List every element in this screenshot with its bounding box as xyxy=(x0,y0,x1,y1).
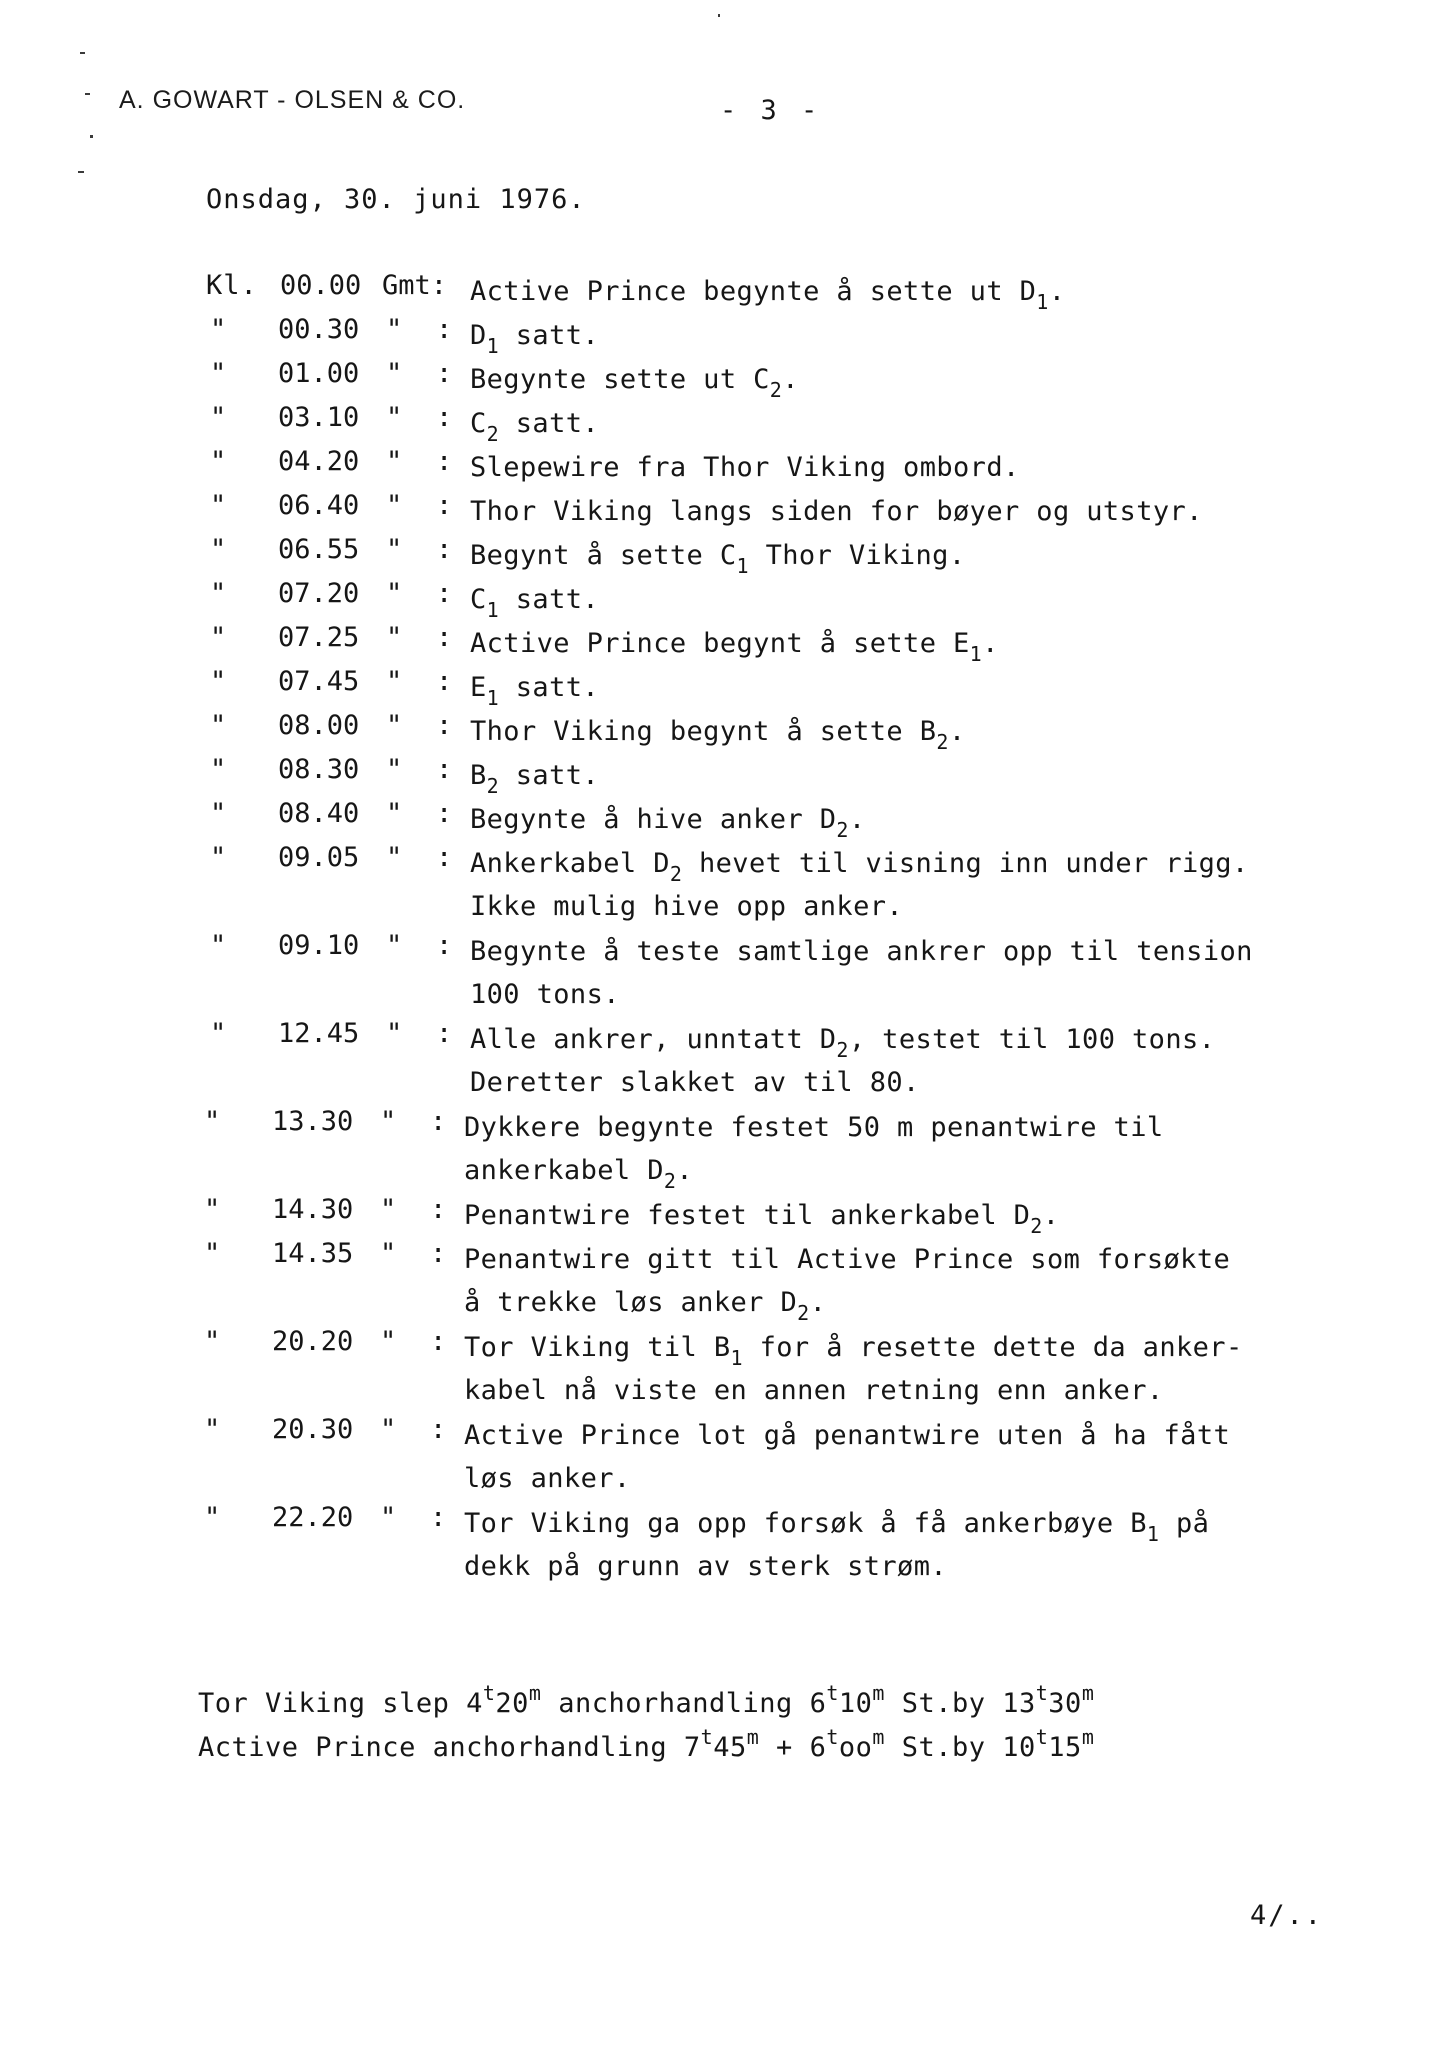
ditto-mark: " xyxy=(204,1238,221,1269)
ditto-mark: " xyxy=(204,1194,221,1225)
ditto-mark: " xyxy=(386,930,403,961)
ditto-mark: " xyxy=(204,1106,221,1137)
colon: : xyxy=(436,930,453,961)
description-line xyxy=(464,1194,1059,1237)
log-time: 09.05 xyxy=(278,842,360,873)
description-line xyxy=(464,1106,1164,1149)
colon: : xyxy=(430,1238,447,1269)
text-run: Active Prince begynte å sette ut D xyxy=(470,276,1037,307)
log-time: 22.20 xyxy=(272,1502,354,1533)
description-line xyxy=(464,1369,1243,1412)
text-run: . xyxy=(848,804,866,835)
ditto-mark: " xyxy=(380,1238,397,1269)
text-run: E xyxy=(470,672,487,703)
text-run: Thor Viking begynt å sette B xyxy=(470,716,937,747)
log-time: 03.10 xyxy=(278,402,360,433)
description-line xyxy=(470,798,866,841)
description-line xyxy=(470,622,999,665)
log-description xyxy=(470,666,599,709)
log-time: 04.20 xyxy=(278,446,360,477)
subscript: 1 xyxy=(486,334,500,358)
log-time: 07.20 xyxy=(278,578,360,609)
text-run: Tor Viking til B xyxy=(464,1332,731,1363)
colon: : xyxy=(436,358,453,389)
ditto-mark: " xyxy=(210,710,227,741)
description-line xyxy=(470,314,599,357)
text-run: på xyxy=(1159,1508,1210,1539)
ditto-mark: " xyxy=(386,754,403,785)
log-time: 00.00 xyxy=(280,270,362,301)
log-time: 01.00 xyxy=(278,358,360,389)
description-line xyxy=(470,930,1253,973)
description-line xyxy=(464,1502,1209,1545)
log-time: 09.10 xyxy=(278,930,360,961)
subscript: 1 xyxy=(736,554,749,578)
ditto-mark: " xyxy=(210,402,227,433)
text-run: å trekke løs anker D xyxy=(464,1287,798,1318)
log-time: 07.25 xyxy=(278,622,360,653)
text-run: satt. xyxy=(499,320,600,351)
company-letterhead: A. GOWART - OLSEN & CO. xyxy=(119,86,466,114)
time-summary xyxy=(198,1682,1094,1770)
text-run: Slepewire fra Thor Viking ombord. xyxy=(470,452,1020,483)
log-time: 08.40 xyxy=(278,798,360,829)
log-time: 20.30 xyxy=(272,1414,354,1445)
text-run: , testet til 100 tons. xyxy=(848,1024,1216,1055)
subscript: 1 xyxy=(486,598,500,622)
subscript: 1 xyxy=(486,686,500,710)
subscript: 2 xyxy=(663,1169,677,1193)
log-description xyxy=(464,1194,1059,1237)
summary-tor-viking: Tor Viking slep 4$^t$20$^m$ anchorhandling 6$^t$10$^m$ St.by 13$^t$30$^m$ xyxy=(198,1681,1095,1719)
text-run: kabel nå viste en annen retning enn anker. xyxy=(464,1375,1164,1406)
ditto-mark: " xyxy=(210,930,227,961)
log-description xyxy=(470,622,999,665)
ditto-mark: " xyxy=(210,622,227,653)
text-run: Dykkere begynte festet 50 m penantwire til xyxy=(464,1112,1164,1143)
ditto-mark: " xyxy=(386,710,403,741)
log-description xyxy=(470,534,965,577)
colon: : xyxy=(436,842,453,873)
colon: : xyxy=(436,798,453,829)
log-description xyxy=(470,578,599,621)
log-time: 00.30 xyxy=(278,314,360,345)
subscript: 1 xyxy=(1146,1522,1160,1546)
log-time: 07.45 xyxy=(278,666,360,697)
description-line xyxy=(470,842,1249,885)
log-description xyxy=(470,1018,1215,1104)
subscript: 2 xyxy=(836,818,849,842)
subscript: 1 xyxy=(730,1346,743,1370)
text-run: Tor Viking ga opp forsøk å få ankerbøye B xyxy=(464,1508,1147,1539)
date-line: Onsdag, 30. juni 1976. xyxy=(206,184,586,215)
ditto-mark: " xyxy=(386,402,403,433)
text-run: hevet til visning inn under rigg. xyxy=(682,848,1249,879)
log-description xyxy=(464,1326,1243,1412)
text-run: ankerkabel D xyxy=(464,1155,664,1186)
ditto-mark: " xyxy=(380,1194,397,1225)
description-line xyxy=(464,1281,1230,1324)
text-run: Ikke mulig hive opp anker. xyxy=(470,891,904,922)
log-description xyxy=(464,1502,1209,1588)
description-line xyxy=(470,666,599,709)
description-line xyxy=(470,754,599,797)
ditto-mark: " xyxy=(386,622,403,653)
colon: : xyxy=(436,534,453,565)
log-description xyxy=(470,710,965,753)
ditto-mark: " xyxy=(380,1326,397,1357)
text-run: for å resette dette da anker- xyxy=(742,1332,1243,1363)
ditto-mark: " xyxy=(210,534,227,565)
log-description xyxy=(470,402,599,445)
log-time: 12.45 xyxy=(278,1018,360,1049)
colon: : xyxy=(436,446,453,477)
ditto-mark: " xyxy=(386,446,403,477)
text-run: Begynte sette ut C xyxy=(470,364,770,395)
colon: : xyxy=(436,578,453,609)
colon: : xyxy=(436,666,453,697)
log-prefix: Kl. xyxy=(206,270,258,301)
description-line xyxy=(470,446,1020,489)
ditto-mark: " xyxy=(386,1018,403,1049)
log-time: 20.20 xyxy=(272,1326,354,1357)
ditto-mark: " xyxy=(204,1326,221,1357)
log-time: 08.00 xyxy=(278,710,360,741)
text-run: Begynt å sette C xyxy=(470,540,737,571)
text-run: Alle ankrer, unntatt D xyxy=(470,1024,837,1055)
description-line xyxy=(464,1149,1164,1192)
ditto-mark: " xyxy=(380,1414,397,1445)
subscript: 1 xyxy=(969,642,983,666)
text-run: . xyxy=(982,628,999,659)
ditto-mark: " xyxy=(210,798,227,829)
text-run: . xyxy=(782,364,799,395)
text-run: Thor Viking langs siden for bøyer og utstyr. xyxy=(470,496,1203,527)
ditto-mark: " xyxy=(386,666,403,697)
text-run: D xyxy=(470,320,487,351)
text-run: 100 tons. xyxy=(470,979,620,1010)
text-run: satt. xyxy=(499,584,600,615)
text-run: . xyxy=(809,1287,827,1318)
text-run: Ankerkabel D xyxy=(470,848,670,879)
description-line xyxy=(464,1238,1230,1281)
colon: : xyxy=(436,490,453,521)
subscript: 2 xyxy=(769,378,783,402)
colon: : xyxy=(430,1194,447,1225)
text-run: Deretter slakket av til 80. xyxy=(470,1067,920,1098)
text-run: satt. xyxy=(499,760,600,791)
text-run: Begynte å teste samtlige ankrer opp til tension xyxy=(470,936,1253,967)
text-run: Penantwire festet til ankerkabel D xyxy=(464,1200,1031,1231)
ditto-mark: " xyxy=(210,446,227,477)
ditto-mark: " xyxy=(210,358,227,389)
colon: : xyxy=(436,314,453,345)
description-line xyxy=(470,710,965,753)
page-number: - 3 - xyxy=(720,95,822,126)
log-time: 14.35 xyxy=(272,1238,354,1269)
subscript: 2 xyxy=(669,862,683,886)
summary-active-prince: Active Prince anchorhandling $7^t45^m + 6^too^m$ St.by 10$^t$15$^m$ xyxy=(198,1725,1095,1763)
log-description xyxy=(470,842,1249,928)
text-run: Begynte å hive anker D xyxy=(470,804,837,835)
text-run: . xyxy=(1042,1200,1060,1231)
description-line xyxy=(470,885,1249,928)
log-description xyxy=(464,1414,1230,1500)
log-description xyxy=(470,446,1020,489)
ditto-mark: " xyxy=(386,578,403,609)
ditto-mark: " xyxy=(380,1106,397,1137)
text-run: løs anker. xyxy=(464,1463,631,1494)
subscript: 1 xyxy=(1036,290,1049,314)
text-run: . xyxy=(676,1155,693,1186)
text-run: dekk på grunn av sterk strøm. xyxy=(464,1551,948,1582)
log-time: 06.55 xyxy=(278,534,360,565)
text-run: Active Prince lot gå penantwire uten å ha fått xyxy=(464,1420,1231,1451)
text-run: Thor Viking. xyxy=(748,540,966,571)
log-description xyxy=(470,754,599,797)
subscript: 2 xyxy=(486,774,500,798)
subscript: 2 xyxy=(1030,1214,1043,1238)
description-line xyxy=(470,578,599,621)
colon: : xyxy=(430,1414,447,1445)
text-run: Active Prince begynt å sette E xyxy=(470,628,970,659)
description-line xyxy=(464,1457,1230,1500)
colon: : xyxy=(430,1502,447,1533)
description-line xyxy=(470,534,965,577)
colon: : xyxy=(436,1018,453,1049)
text-run: B xyxy=(470,760,487,791)
subscript: 2 xyxy=(797,1301,810,1325)
description-line xyxy=(470,270,1065,313)
ditto-mark: " xyxy=(386,358,403,389)
text-run: Penantwire gitt til Active Prince som forsøkte xyxy=(464,1244,1231,1275)
log-description xyxy=(470,490,1203,533)
text-run: satt. xyxy=(499,672,600,703)
ditto-mark: " xyxy=(386,842,403,873)
subscript: 2 xyxy=(936,730,949,754)
colon: : xyxy=(430,1326,447,1357)
subscript: 2 xyxy=(486,422,500,446)
subscript: 2 xyxy=(836,1038,849,1062)
log-description xyxy=(470,314,599,357)
text-run: satt. xyxy=(499,408,600,439)
ditto-mark: " xyxy=(210,842,227,873)
colon: : xyxy=(430,1106,447,1137)
log-time: 14.30 xyxy=(272,1194,354,1225)
description-line xyxy=(464,1545,1209,1588)
ditto-mark: " xyxy=(386,314,403,345)
ditto-mark: " xyxy=(386,534,403,565)
ditto-mark: " xyxy=(386,798,403,829)
log-time: 08.30 xyxy=(278,754,360,785)
description-line xyxy=(470,1018,1215,1061)
ditto-mark: " xyxy=(204,1502,221,1533)
ditto-mark: " xyxy=(204,1414,221,1445)
ditto-mark: " xyxy=(210,490,227,521)
log-time: 13.30 xyxy=(272,1106,354,1137)
log-description xyxy=(464,1106,1164,1192)
log-description xyxy=(470,270,1065,313)
ditto-mark: " xyxy=(210,314,227,345)
text-run: . xyxy=(948,716,966,747)
colon: : xyxy=(436,622,453,653)
text-run: . xyxy=(1048,276,1066,307)
ditto-mark: " xyxy=(210,1018,227,1049)
log-time: 06.40 xyxy=(278,490,360,521)
description-line xyxy=(470,973,1253,1016)
colon: : xyxy=(436,754,453,785)
description-line xyxy=(470,1061,1215,1104)
ditto-mark: " xyxy=(386,490,403,521)
gmt-label: Gmt: xyxy=(382,270,448,301)
log-description xyxy=(470,798,866,841)
description-line xyxy=(464,1326,1243,1369)
text-run: C xyxy=(470,408,487,439)
colon: : xyxy=(436,710,453,741)
description-line xyxy=(464,1414,1230,1457)
log-description xyxy=(470,358,799,401)
description-line xyxy=(470,358,799,401)
log-description xyxy=(470,930,1253,1016)
description-line xyxy=(470,490,1203,533)
colon: : xyxy=(436,402,453,433)
ditto-mark: " xyxy=(210,666,227,697)
description-line xyxy=(470,402,599,445)
ditto-mark: " xyxy=(210,754,227,785)
ditto-mark: " xyxy=(380,1502,397,1533)
log-description xyxy=(464,1238,1230,1324)
continuation-marker: 4/.. xyxy=(1250,1900,1324,1931)
text-run: C xyxy=(470,584,487,615)
ditto-mark: " xyxy=(210,578,227,609)
